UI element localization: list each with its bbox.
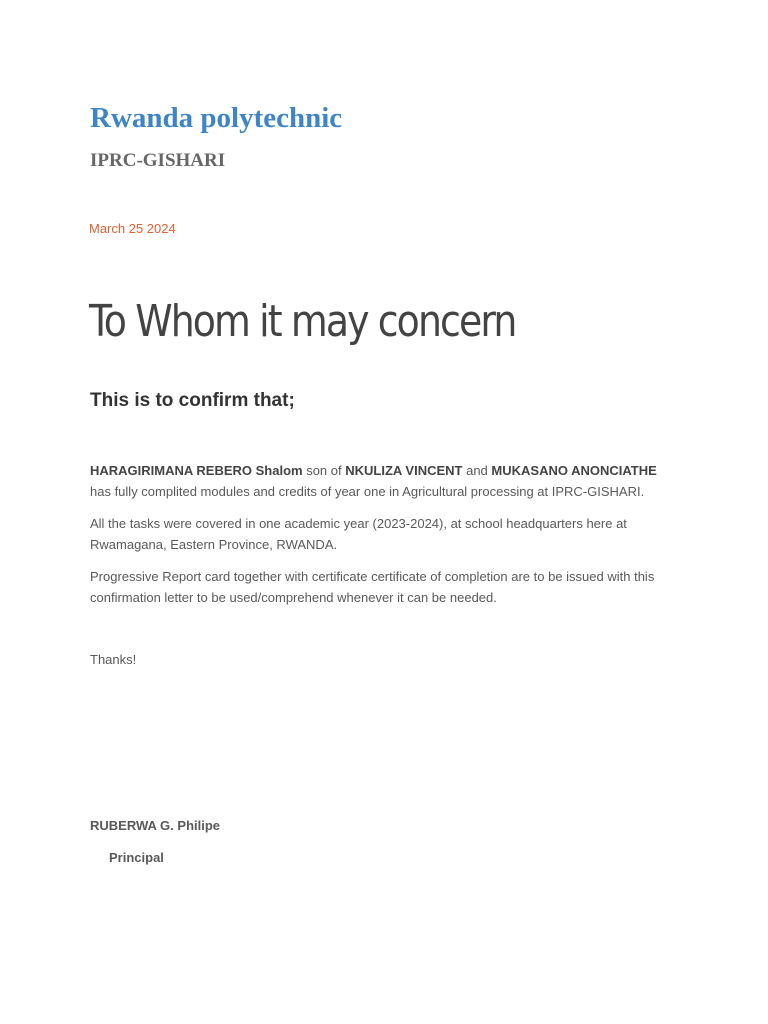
text-completion: has fully complited modules and credits of year one in Agricultural processing at IPRC-GISHARI. bbox=[90, 483, 645, 499]
text-son-of: son of bbox=[302, 463, 346, 478]
father-name: NKULIZA VINCENT bbox=[345, 463, 463, 478]
text-and: and bbox=[462, 463, 492, 478]
letter-date: March 25 2024 bbox=[89, 221, 176, 236]
letter-subheading: This is to confirm that; bbox=[90, 390, 295, 411]
paragraph-academic-year: All the tasks were covered in one academic year (2023-2024), at school headquarters here at Rwamagana, Eastern Province, RWANDA. bbox=[90, 516, 627, 552]
organization-name: Rwanda polytechnic bbox=[90, 102, 343, 134]
campus-name: IPRC-GISHARI bbox=[90, 150, 226, 171]
letter-heading: To Whom it may concern bbox=[89, 296, 516, 347]
paragraph-report-card: Progressive Report card together with certificate certificate of completion are to be issued with this confirmation letter to be used/comprehend whenever it can be needed. bbox=[90, 569, 655, 605]
signer-name: RUBERWA G. Philipe bbox=[90, 818, 221, 833]
student-name: HARAGIRIMANA REBERO Shalom bbox=[90, 463, 303, 478]
signer-title: Principal bbox=[109, 850, 164, 865]
letter-body bbox=[90, 461, 680, 620]
paragraph-confirmation bbox=[90, 461, 680, 502]
closing-text: Thanks! bbox=[90, 652, 137, 667]
mother-name: MUKASANO ANONCIATHE bbox=[491, 463, 657, 478]
